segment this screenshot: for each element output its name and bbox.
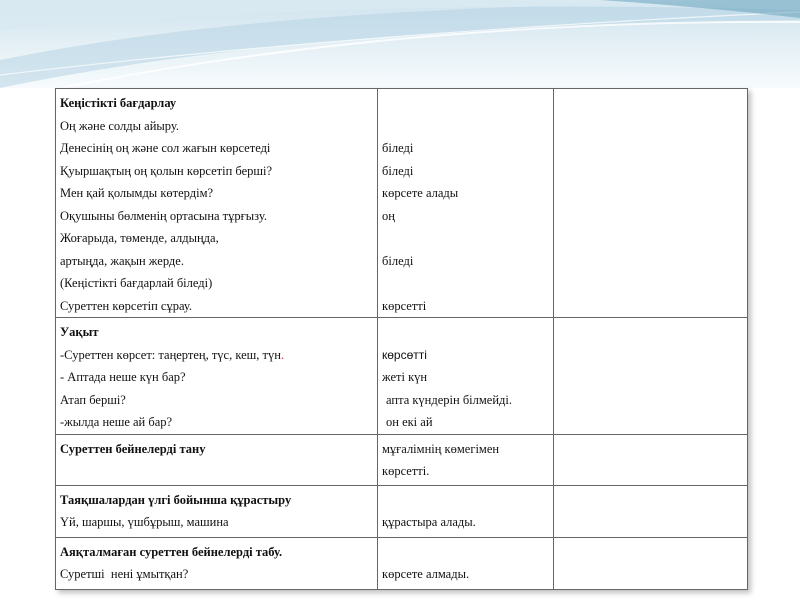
- empty-cell: [554, 318, 748, 435]
- result-line: көрсөттi: [382, 347, 427, 362]
- result-line: біледі: [382, 141, 414, 155]
- result-line: көрсетті.: [382, 464, 430, 478]
- activity-line: (Кеңістікті бағдарлай біледі): [60, 276, 213, 290]
- activity-line: Жоғарыда, төменде, алдыңда,: [60, 231, 219, 245]
- activity-line: артыңда, жақын жерде.: [60, 253, 184, 268]
- table-row: [56, 537, 748, 589]
- activity-line: Суретші нені ұмытқан?: [60, 567, 189, 581]
- assessment-table: [55, 88, 748, 590]
- result-line: он екі ай: [386, 415, 433, 429]
- activity-line: Мен қай қолымды көтердім?: [60, 186, 214, 200]
- result-cell: [378, 434, 554, 485]
- table-row: [56, 318, 748, 435]
- activity-line: - Аптада неше күн бар?: [60, 370, 186, 384]
- activity-line: Оң және солды айыру.: [60, 118, 179, 133]
- section-heading: Аяқталмаған суреттен бейнелерді табу.: [60, 544, 283, 559]
- result-line: құрастыра алады.: [382, 515, 476, 529]
- activity-line: Үй, шаршы, үшбұрыш, машина: [60, 515, 229, 529]
- activity-line: -жылда неше ай бар?: [60, 415, 173, 429]
- activity-line: Суреттен көрсетіп сұрау.: [60, 298, 193, 313]
- activity-line: Денесінің оң және сол жағын көрсетеді: [60, 141, 271, 155]
- activity-cell: [56, 537, 378, 589]
- result-cell: [378, 485, 554, 537]
- result-line: мұғалімнің көмегімен: [382, 441, 500, 456]
- result-line: біледі: [382, 253, 414, 268]
- result-line: апта күндерін білмейді.: [386, 392, 512, 407]
- activity-line: Атап берші?: [60, 392, 126, 407]
- result-line: оң: [382, 208, 395, 223]
- activity-cell: [56, 485, 378, 537]
- empty-cell: [554, 434, 748, 485]
- slide-header-band: [0, 0, 800, 88]
- section-heading: Кеңістікті бағдарлау: [60, 96, 177, 110]
- result-line: біледі: [382, 163, 414, 178]
- table-row: [56, 485, 748, 537]
- activity-line: Қуыршақтың оң қолын көрсетіп берші?: [60, 163, 273, 178]
- section-heading: Суреттен бейнелерді тану: [60, 441, 206, 456]
- result-line: көрсете алмады.: [382, 567, 470, 581]
- activity-line: Оқушыны бөлменің ортасына тұрғызу.: [60, 208, 267, 223]
- result-cell: [378, 318, 554, 435]
- result-line: көрсете алады: [382, 186, 459, 200]
- result-cell: [378, 537, 554, 589]
- result-cell: [378, 89, 554, 318]
- table-row: [56, 89, 748, 318]
- activity-cell: [56, 318, 378, 435]
- activity-cell: [56, 434, 378, 485]
- activity-line: -Суреттен көрсет: таңертең, түс, кеш, түн.: [60, 347, 285, 362]
- empty-cell: [554, 537, 748, 589]
- table-row: [56, 434, 748, 485]
- section-heading: Уақыт: [60, 325, 99, 339]
- empty-cell: [554, 485, 748, 537]
- result-line: жеті күн: [382, 370, 428, 384]
- result-line: көрсетті: [382, 298, 427, 313]
- empty-cell: [554, 89, 748, 318]
- activity-cell: [56, 89, 378, 318]
- header-wave-decoration: [0, 0, 800, 88]
- section-heading: Таяқшалардан үлгі бойынша құрастыру: [60, 492, 292, 507]
